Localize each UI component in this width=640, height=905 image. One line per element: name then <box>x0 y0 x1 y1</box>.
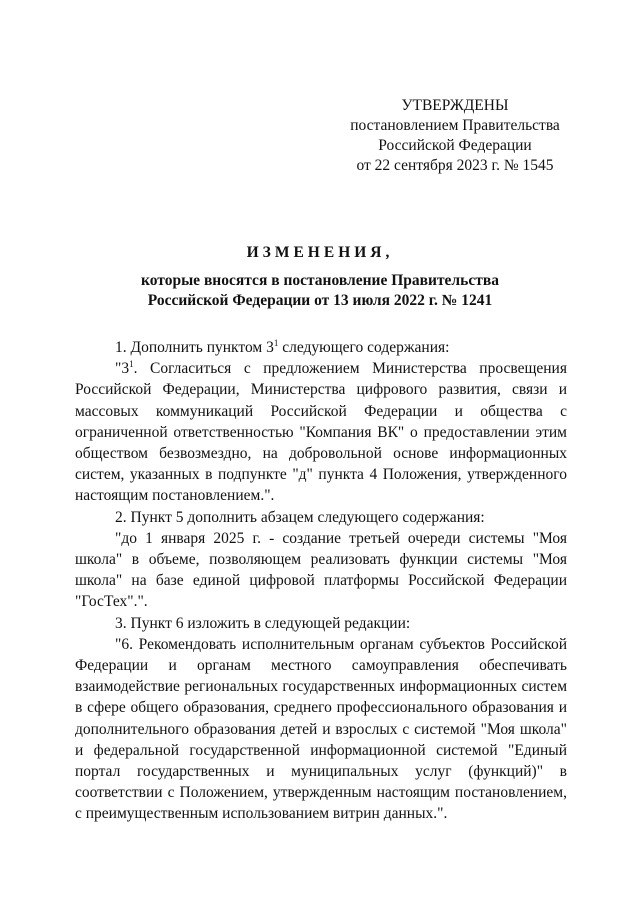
approval-stamp <box>345 96 565 176</box>
paragraph-3: 2. Пункт 5 дополнить абзацем следующего содержания: <box>115 508 485 526</box>
approval-line-1: постановлением Правительства <box>350 117 560 134</box>
paragraph-2 <box>75 358 567 506</box>
document-body <box>75 337 567 825</box>
paragraph-2-text: "3 <box>115 360 130 378</box>
paragraph-4: "до 1 января 2025 г. - создание третьей очереди системы "Моя школа" в объеме, позволяющем реализовать функции системы "Моя школа" на базе единой цифровой платформы Российской Федерации "ГосТех".". <box>75 529 567 611</box>
paragraph-1-text: 1. Дополнить пунктом 3 <box>115 339 274 356</box>
superscript: 1 <box>273 337 279 348</box>
approval-line-2: Российской Федерации <box>378 137 532 154</box>
approval-line-3: от 22 сентября 2023 г. № 1545 <box>356 157 554 174</box>
paragraph-1-text-end: следующего содержания: <box>278 339 450 356</box>
approval-heading: УТВЕРЖДЕНЫ <box>401 97 509 114</box>
paragraph-6: "6. Рекомендовать исполнительным органам субъектов Российской Федерации и органам местного самоуправления обеспечивать взаимодействие региональных государственных информационных систем в сфере общего образования, среднего профессионального образования и дополнительного образования детей и взрослых с системой "Моя школа" и федеральной государственной информационной системой "Единый портал государственных и муниципальных услуг (функций)" в соответствии с Положением, утвержденным настоящим постановлением, с преимущественным использованием витрин данных.". <box>75 635 567 823</box>
superscript: 1 <box>129 359 134 370</box>
title-subtitle-line-2: Российской Федерации от 13 июля 2022 г. № 1241 <box>147 292 493 309</box>
paragraph-2-text-end: . Согласиться с предложением Министерства просвещения Российской Федерации, Министерства цифрового развития, связи и массовых коммуникаций Российской Федерации и общества с ограниченной ответственностью "Компания ВК" о предоставлении этим обществом безвозмездно, на добровольной основе информационных систем, указанных в подпункте "д" пункта 4 Положения, утвержденного настоящим постановлением.". <box>75 360 567 505</box>
title-subtitle-line-1: которые вносятся в постановление Правительства <box>141 272 499 289</box>
document-title <box>60 243 580 311</box>
paragraph-1 <box>75 337 567 358</box>
paragraph-5: 3. Пункт 6 изложить в следующей редакции: <box>115 614 411 632</box>
title-main: ИЗМЕНЕНИЯ, <box>246 244 394 261</box>
